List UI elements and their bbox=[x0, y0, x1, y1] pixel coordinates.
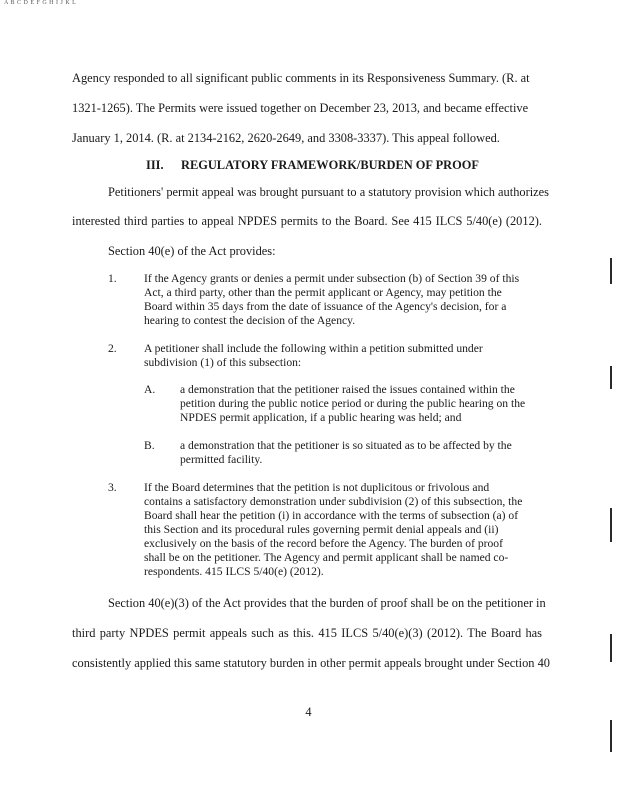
margin-mark bbox=[610, 634, 612, 662]
list-item-number: B. bbox=[144, 439, 155, 452]
body-line: third party NPDES permit appeals such as this. 415 ILCS 5/40(e)(3) (2012). The Board has bbox=[72, 626, 542, 640]
quote-line: Board shall hear the petition (i) in accordance with the terms of subsection (a) of bbox=[144, 509, 519, 522]
quote-line: a demonstration that the petitioner raised the issues contained within the bbox=[180, 383, 515, 396]
margin-mark bbox=[610, 366, 612, 389]
quote-line: Act, a third party, other than the permit applicant or Agency, may petition the bbox=[144, 286, 502, 299]
header-mark: A B C D E F G H I J K L bbox=[4, 0, 77, 6]
list-item-number: A. bbox=[144, 383, 156, 396]
quote-line: this Section and its procedural rules governing permit denial appeals and (ii) bbox=[144, 523, 499, 536]
list-item-number: 3. bbox=[108, 481, 117, 494]
list-item-number: 1. bbox=[108, 272, 117, 285]
quote-line: exclusively on the basis of the record before the Agency. The burden of proof bbox=[144, 537, 503, 550]
body-line: Petitioners' permit appeal was brought pursuant to a statutory provision which authorizes bbox=[108, 185, 549, 199]
margin-mark bbox=[610, 258, 612, 284]
body-line: Section 40(e) of the Act provides: bbox=[108, 244, 276, 258]
quote-line: NPDES permit application, if a public hearing was held; and bbox=[180, 411, 462, 424]
quote-line: If the Agency grants or denies a permit under subsection (b) of Section 39 of this bbox=[144, 272, 520, 285]
body-line: Section 40(e)(3) of the Act provides that the burden of proof shall be on the petitioner in bbox=[108, 596, 546, 610]
quote-line: A petitioner shall include the following within a petition submitted under bbox=[144, 342, 483, 355]
body-line: consistently applied this same statutory burden in other permit appeals brought under Section 40 bbox=[72, 656, 550, 670]
body-line: interested third parties to appeal NPDES permits to the Board. See 415 ILCS 5/40(e) (2012). bbox=[72, 214, 542, 228]
section-heading: REGULATORY FRAMEWORK/BURDEN OF PROOF bbox=[181, 158, 479, 172]
body-line: Agency responded to all significant public comments in its Responsiveness Summary. (R. at bbox=[72, 71, 530, 85]
quote-line: permitted facility. bbox=[180, 453, 263, 466]
quote-line: If the Board determines that the petition is not duplicitous or frivolous and bbox=[144, 481, 490, 494]
quote-line: Board within 35 days from the date of issuance of the Agency's decision, for a bbox=[144, 300, 507, 313]
page-number: 4 bbox=[305, 705, 312, 719]
margin-mark bbox=[610, 720, 612, 752]
quote-line: hearing to contest the decision of the Agency. bbox=[144, 314, 356, 327]
margin-mark bbox=[610, 508, 612, 542]
quote-line: a demonstration that the petitioner is so situated as to be affected by the bbox=[180, 439, 512, 452]
body-line: 1321-1265). The Permits were issued together on December 23, 2013, and became effective bbox=[72, 101, 529, 115]
body-line: January 1, 2014. (R. at 2134-2162, 2620-2649, and 3308-3337). This appeal followed. bbox=[72, 131, 500, 145]
list-item-number: 2. bbox=[108, 342, 117, 355]
quote-line: contains a satisfactory demonstration under subdivision (2) of this subsection, the bbox=[144, 495, 523, 508]
quote-line: respondents. 415 ILCS 5/40(e) (2012). bbox=[144, 565, 324, 578]
quote-line: shall be on the petitioner. The Agency and permit applicant shall be named co- bbox=[144, 551, 509, 564]
quote-line: petition during the public notice period or during the public hearing on the bbox=[180, 397, 526, 410]
section-number: III. bbox=[146, 158, 164, 172]
quote-line: subdivision (1) of this subsection: bbox=[144, 356, 302, 369]
